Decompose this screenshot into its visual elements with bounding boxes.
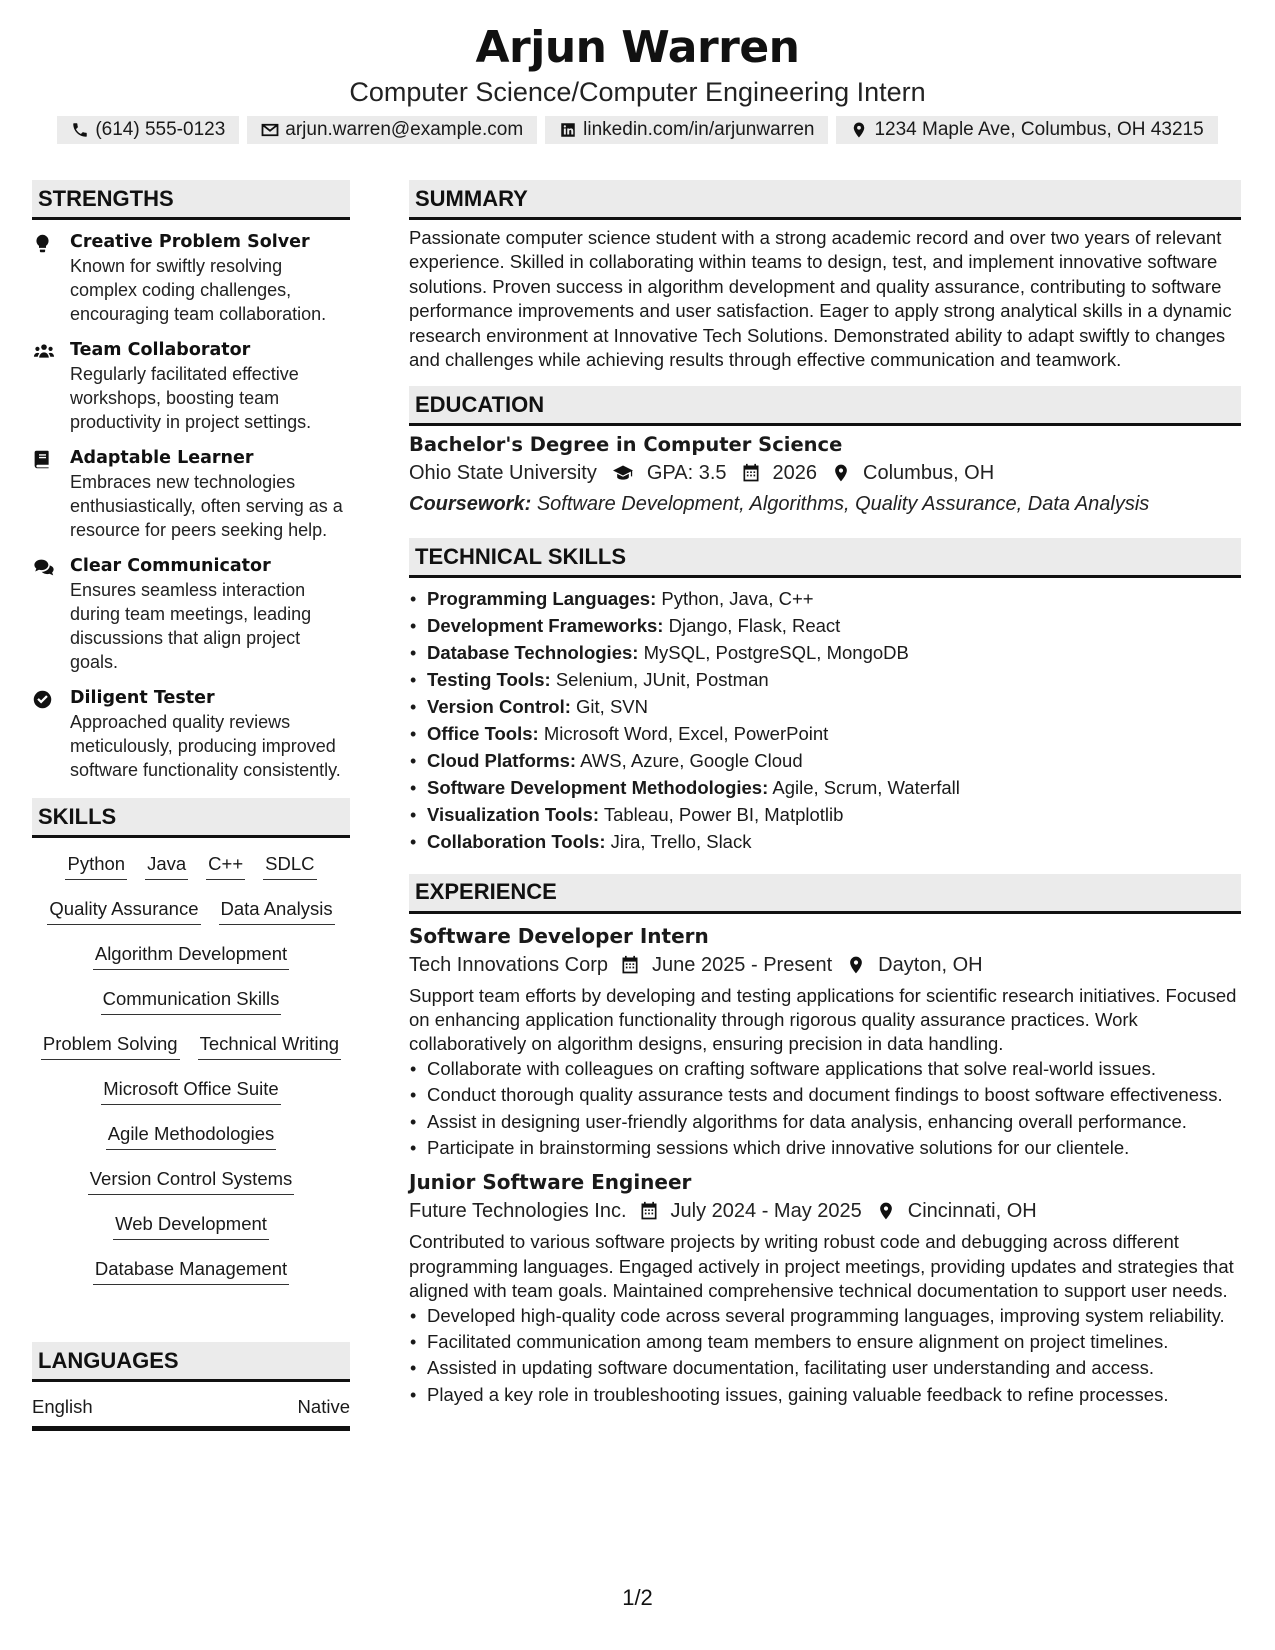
technical-skill-value: Tableau, Power BI, Matplotlib (603, 803, 844, 825)
strength-title: Adaptable Learner (70, 448, 254, 468)
strength-desc: Ensures seamless interaction during team meetings, leading discussions that align project goals. (70, 580, 312, 672)
right-column (409, 180, 1241, 1409)
experience-heading-text: EXPERIENCE (415, 879, 557, 904)
calendar-icon (620, 955, 640, 975)
strength-title: Diligent Tester (70, 688, 215, 708)
language-row (32, 1396, 350, 1431)
skill-row (32, 1122, 350, 1167)
contact-bar (0, 116, 1275, 144)
skills-heading-text: SKILLS (38, 803, 117, 829)
candidate-role: Computer Science/Computer Engineering Intern (349, 77, 926, 107)
skill-tag: Data Analysis (219, 897, 335, 925)
technical-skill-item (409, 829, 1241, 856)
summary-text: Passionate computer science student with a strong academic record and over two years of relevant experience. Skilled in collaborating within teams to design, test, and implement innovative software solutions. Proven success in algorithm development and quality assurance, contributing to software performance improvements and user satisfaction. Eager to apply strong analytical skills in a dynamic research environment at Innovative Tech Solutions. Demonstrated ability to adapt swiftly to changes and challenges while achieving results through effective communication and teamwork. (409, 227, 1232, 371)
job-dates: June 2025 - Present (652, 953, 833, 976)
skill-row (32, 987, 350, 1032)
education-meta (409, 458, 1241, 488)
technical-skill-item (409, 694, 1241, 721)
coursework (409, 488, 1241, 520)
education-heading-text: EDUCATION (415, 391, 545, 417)
skill-tag: Communication Skills (101, 987, 282, 1015)
strength-desc: Known for swiftly resolving complex coding challenges, encouraging team collaboration. (70, 256, 327, 324)
strengths-heading-text: STRENGTHS (38, 185, 174, 211)
strength-desc: Regularly facilitated effective workshops, boosting team productivity in project settings. (70, 364, 312, 432)
technical-skill-value: Django, Flask, React (668, 615, 841, 637)
skill-tag: Web Development (113, 1212, 269, 1240)
school-name: Ohio State University (409, 462, 597, 485)
comments-icon (32, 557, 56, 578)
skill-tag: Java (145, 852, 188, 880)
skill-tag: Version Control Systems (88, 1167, 295, 1195)
technical-skill-label: Cloud Platforms: (427, 749, 577, 771)
strength-item (32, 230, 350, 326)
contact-linkedin-text: linkedin.com/in/arjunwarren (583, 119, 815, 140)
technical-skill-value: Microsoft Word, Excel, PowerPoint (543, 722, 829, 744)
skill-row (32, 1212, 350, 1257)
resume-header (0, 22, 1275, 144)
book-icon (32, 449, 53, 470)
contact-linkedin[interactable] (545, 116, 828, 144)
skill-tag: Python (65, 852, 127, 880)
skill-tag: Microsoft Office Suite (101, 1077, 280, 1105)
technical-skill-value: Selenium, JUnit, Postman (555, 669, 769, 691)
job-bullet: • Facilitated communication among team members to ensure alignment on project timelines. (409, 1330, 1241, 1354)
calendar-icon (741, 463, 761, 483)
linkedin-icon (559, 121, 577, 139)
job-title: Software Developer Intern (409, 923, 709, 948)
gpa: GPA: 3.5 (646, 462, 727, 485)
job-bullet: • Conduct thorough quality assurance tests and document findings to boost software effectiveness. (409, 1083, 1241, 1107)
page-number: 1/2 (622, 1585, 653, 1610)
skill-row (32, 1167, 350, 1212)
strength-desc: Embraces new technologies enthusiastically, often serving as a resource for peers seeking help. (70, 472, 343, 540)
technical-skill-value: AWS, Azure, Google Cloud (580, 749, 803, 771)
job-location: Dayton, OH (878, 953, 983, 976)
location-icon (876, 1201, 896, 1221)
contact-address-text: 1234 Maple Ave, Columbus, OH 43215 (874, 119, 1204, 140)
skill-row (32, 897, 350, 942)
contact-address[interactable] (836, 116, 1217, 144)
technical-skill-value: Agile, Scrum, Waterfall (772, 776, 960, 798)
graduation-year: 2026 (772, 462, 818, 485)
job-meta (409, 1196, 1241, 1226)
job-bullet: • Collaborate with colleagues on crafting software applications that solve real-world issues. (409, 1057, 1241, 1081)
job-description: Support team efforts by developing and testing applications for scientific research initiatives. Focused on enhancing application functionality through rigorous quality assurance practices. Work collaboratively on algorithm designs, ensuring precision in data handling. (409, 984, 1237, 1055)
technical-skill-label: Testing Tools: (427, 669, 551, 691)
contact-phone-text: (614) 555-0123 (95, 119, 226, 140)
contact-email-text: arjun.warren@example.com (285, 119, 524, 140)
users-icon (32, 341, 56, 362)
technical-skill-item (409, 586, 1241, 613)
job-bullet: • Assist in designing user-friendly algorithms for data analysis, enhancing overall performance. (409, 1110, 1241, 1134)
technical-skill-item (409, 802, 1241, 829)
experience-heading (409, 874, 1241, 914)
strength-item (32, 686, 350, 782)
languages-heading-text: LANGUAGES (38, 1347, 179, 1373)
language-name: English (32, 1396, 93, 1417)
skill-row (32, 1077, 350, 1122)
technical-skill-label: Collaboration Tools: (427, 830, 606, 852)
job-meta (409, 950, 1241, 980)
skill-tag: C++ (206, 852, 245, 880)
strengths-heading (32, 180, 350, 220)
technical-skill-label: Version Control: (427, 696, 571, 718)
strengths-list (32, 230, 350, 782)
job-title: Junior Software Engineer (409, 1170, 692, 1195)
technical-skill-value: Git, SVN (576, 696, 649, 718)
calendar-icon (639, 1201, 659, 1221)
technical-skill-item (409, 775, 1241, 802)
skill-tag: SDLC (263, 852, 316, 880)
left-column (32, 180, 350, 1431)
technical-skill-item (409, 748, 1241, 775)
job-bullet: • Played a key role in troubleshooting issues, gaining valuable feedback to refine processes. (409, 1383, 1241, 1407)
summary-heading (409, 180, 1241, 220)
phone-icon (71, 121, 89, 139)
company-name: Future Technologies Inc. (409, 1200, 627, 1223)
strength-item (32, 554, 350, 674)
technical-skill-label: Database Technologies: (427, 642, 639, 664)
technical-skill-item (409, 721, 1241, 748)
skill-tag: Algorithm Development (93, 942, 289, 970)
candidate-name: Arjun Warren (475, 22, 800, 73)
strength-title: Team Collaborator (70, 340, 251, 360)
email-icon (261, 121, 279, 139)
technical-skill-label: Office Tools: (427, 722, 539, 744)
strength-item (32, 338, 350, 434)
technical-skill-item (409, 667, 1241, 694)
technical-skill-label: Programming Languages: (427, 588, 657, 610)
skill-row (32, 852, 350, 897)
school-location: Columbus, OH (863, 462, 995, 485)
strength-title: Creative Problem Solver (70, 232, 310, 252)
skill-tag: Database Management (93, 1257, 289, 1285)
location-icon (850, 121, 868, 139)
technical-skill-item (409, 613, 1241, 640)
job-bullet: • Participate in brainstorming sessions which drive innovative solutions for our clientele. (409, 1136, 1241, 1160)
summary-heading-text: SUMMARY (415, 185, 528, 211)
job-description: Contributed to various software projects by writing robust code and debugging across different programming languages. Engaged actively in project meetings, providing updates and strategies that aligned with team goals. Maintained comprehensive technical documentation to support user needs. (409, 1231, 1234, 1302)
job-entry (409, 1168, 1241, 1407)
skill-row (32, 1257, 350, 1302)
graduation-cap-icon (611, 463, 635, 483)
technical-skill-value: Jira, Trello, Slack (610, 830, 752, 852)
job-entry (409, 922, 1241, 1161)
technical-skills-heading (409, 538, 1241, 578)
coursework-label: Coursework: (409, 493, 532, 516)
job-bullet: • Assisted in updating software documentation, facilitating user understanding and access. (409, 1356, 1241, 1380)
strength-item (32, 446, 350, 542)
technical-skills-list (409, 586, 1241, 855)
skills-heading (32, 798, 350, 838)
skill-row (32, 942, 350, 987)
job-location: Cincinnati, OH (907, 1200, 1037, 1223)
contact-phone[interactable] (57, 116, 239, 144)
job-bullet: • Developed high-quality code across several programming languages, improving system reliability. (409, 1304, 1241, 1328)
job-bullets (409, 1057, 1241, 1161)
skill-tag: Quality Assurance (47, 897, 200, 925)
job-bullets (409, 1304, 1241, 1408)
strength-title: Clear Communicator (70, 556, 271, 576)
skill-row (32, 1032, 350, 1077)
strength-desc: Approached quality reviews meticulously, producing improved software functionality consistently. (70, 712, 341, 780)
skills-tags (32, 852, 350, 1302)
location-icon (846, 955, 866, 975)
language-level: Native (297, 1396, 350, 1417)
technical-skill-value: MySQL, PostgreSQL, MongoDB (643, 642, 909, 664)
technical-skill-value: Python, Java, C++ (661, 588, 814, 610)
skill-tag: Technical Writing (198, 1032, 342, 1060)
skill-tag: Problem Solving (41, 1032, 180, 1060)
skill-tag: Agile Methodologies (106, 1122, 277, 1150)
technical-skills-heading-text: TECHNICAL SKILLS (415, 543, 627, 569)
check-circle-icon (32, 689, 53, 710)
technical-skill-label: Software Development Methodologies: (427, 776, 769, 798)
degree-title: Bachelor's Degree in Computer Science (409, 433, 843, 457)
location-icon (831, 463, 851, 483)
technical-skill-label: Visualization Tools: (427, 803, 600, 825)
lightbulb-icon (32, 233, 53, 254)
company-name: Tech Innovations Corp (409, 953, 609, 976)
job-dates: July 2024 - May 2025 (670, 1200, 862, 1223)
technical-skill-label: Development Frameworks: (427, 615, 664, 637)
languages-heading (32, 1342, 350, 1382)
technical-skill-item (409, 640, 1241, 667)
coursework-list: Software Development, Algorithms, Quality Assurance, Data Analysis (536, 493, 1150, 516)
contact-email[interactable] (247, 116, 537, 144)
education-heading (409, 386, 1241, 426)
